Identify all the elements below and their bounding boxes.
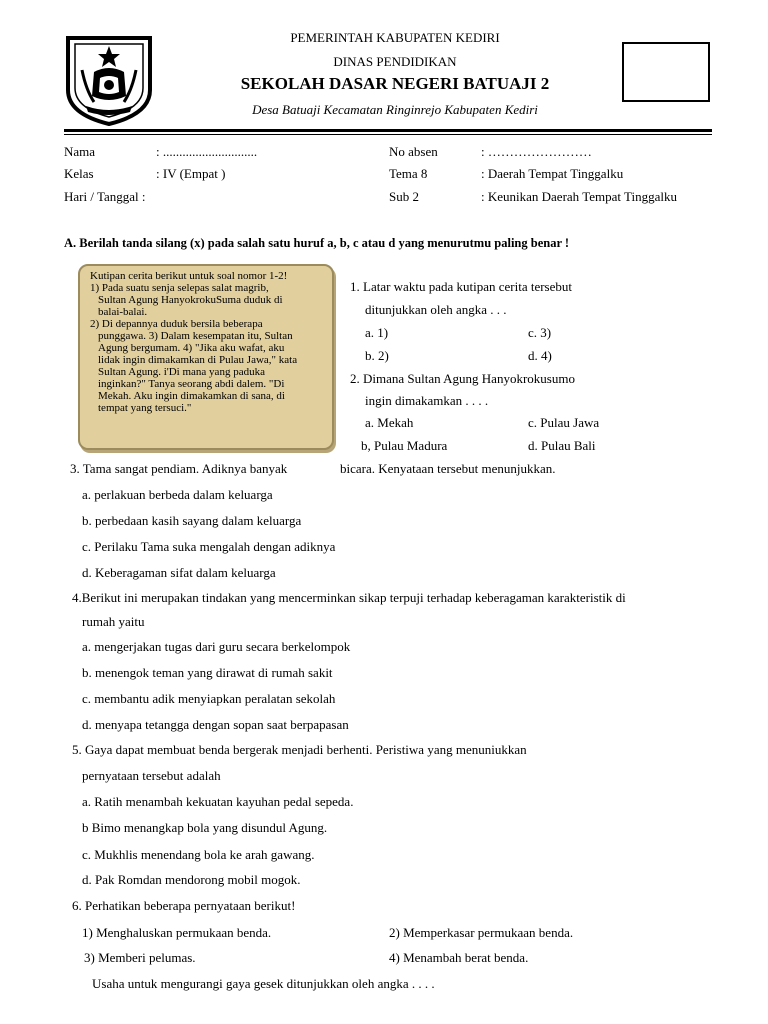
header-government: PEMERINTAH KABUPATEN KEDIRI — [290, 30, 500, 45]
sub-label: Sub 2 — [389, 189, 419, 204]
q1-option-c: c. 3) — [528, 325, 552, 340]
story-line: Mekah. Aku ingin dimakamkan di sana, di — [98, 390, 285, 402]
header-department: DINAS PENDIDIKAN — [333, 54, 457, 69]
q2-stem-cont: ingin dimakamkan . . . . — [365, 393, 489, 408]
q4-option-c: c. membantu adik menyiapkan peralatan sekolah — [82, 691, 336, 706]
q2-option-c: c. Pulau Jawa — [528, 415, 600, 430]
story-line: 2) Di depannya duduk bersila beberapa — [90, 318, 263, 330]
q5-option-a: a. Ratih menambah kekuatan kayuhan pedal sepeda. — [82, 794, 354, 809]
q6-statement-4: 4) Menambah berat benda. — [389, 950, 529, 965]
q2-option-b: b, Pulau Madura — [361, 438, 448, 453]
q1-option-d: d. 4) — [528, 348, 552, 363]
q1-stem: 1. Latar waktu pada kutipan cerita tersebut — [350, 279, 572, 294]
absen-label: No absen — [389, 144, 438, 159]
kelas-value: : IV (Empat ) — [156, 166, 226, 181]
story-line: Sultan Agung HanyokrokuSuma duduk di — [98, 294, 283, 306]
q4-option-b: b. menengok teman yang dirawat di rumah sakit — [82, 665, 333, 680]
q6-statement-3: 3) Memberi pelumas. — [84, 950, 196, 965]
story-line: balai-balai. — [98, 306, 148, 318]
story-excerpt-box — [78, 264, 334, 450]
section-instruction: A. Berilah tanda silang (x) pada salah satu huruf a, b, c atau d yang menurutmu paling benar ! — [64, 236, 570, 250]
q1-stem-cont: ditunjukkan oleh angka . . . — [365, 302, 507, 317]
story-line: Sultan Agung. i'Di mana yang paduka — [98, 366, 265, 378]
q5-stem: 5. Gaya dapat membuat benda bergerak menjadi berhenti. Peristiwa yang menuniukkan — [72, 742, 527, 757]
q3-option-a: a. perlakuan berbeda dalam keluarga — [82, 487, 273, 502]
header-rule-thick — [64, 129, 712, 132]
tema-value: : Daerah Tempat Tinggalku — [481, 166, 624, 181]
nama-field: : ............................. — [156, 144, 258, 159]
q1-option-a: a. 1) — [365, 325, 389, 340]
q6-question: Usaha untuk mengurangi gaya gesek ditunjukkan oleh angka . . . . — [92, 976, 435, 991]
q3-option-b: b. perbedaan kasih sayang dalam keluarga — [82, 513, 302, 528]
q6-statement-2: 2) Memperkasar permukaan benda. — [389, 925, 574, 940]
q5-stem-cont: pernyataan tersebut adalah — [82, 768, 221, 783]
score-box — [622, 42, 710, 102]
q4-stem: 4.Berikut ini merupakan tindakan yang mencerminkan sikap terpuji terhadap keberagaman karakteristik di — [72, 590, 626, 605]
tema-label: Tema 8 — [389, 166, 428, 181]
q6-statement-1: 1) Menghaluskan permukaan benda. — [82, 925, 272, 940]
q4-stem-cont: rumah yaitu — [82, 614, 145, 629]
q4-option-a: a. mengerjakan tugas dari guru secara berkelompok — [82, 639, 351, 654]
q3-stem: 3. Tama sangat pendiam. Adiknya banyak — [70, 461, 288, 476]
kediri-emblem-logo — [64, 30, 154, 126]
story-line: lidak ingin dimakamkan di Pulau Jawa," kata — [98, 354, 298, 366]
story-line: tempat yang tersuci." — [98, 402, 192, 414]
q5-option-b: b Bimo menangkap bola yang disundul Agung. — [82, 820, 328, 835]
nama-label: Nama — [64, 144, 96, 159]
q6-stem: 6. Perhatikan beberapa pernyataan berikut! — [72, 898, 296, 913]
q2-option-d: d. Pulau Bali — [528, 438, 596, 453]
q1-option-b: b. 2) — [365, 348, 389, 363]
q2-stem: 2. Dimana Sultan Agung Hanyokrokusumo — [350, 371, 575, 386]
q5-option-d: d. Pak Romdan mendorong mobil mogok. — [82, 872, 301, 887]
story-line: Agung bergumam. 4) "Jika aku wafat, aku — [98, 342, 285, 354]
story-line: 1) Pada suatu senja selepas salat magrib, — [90, 282, 269, 294]
story-line: inginkan?" Tanya seorang abdi dalem. "Di — [98, 378, 285, 390]
q4-option-d: d. menyapa tetangga dengan sopan saat berpapasan — [82, 717, 349, 732]
story-line: punggawa. 3) Dalam kesempatan itu, Sultan — [98, 330, 293, 342]
kelas-label: Kelas — [64, 166, 94, 181]
header-school-name: SEKOLAH DASAR NEGERI BATUAJI 2 — [240, 74, 550, 93]
hari-tanggal-label: Hari / Tanggal : — [64, 189, 146, 204]
q3-stem-cont: bicara. Kenyataan tersebut menunjukkan. — [340, 461, 556, 476]
q2-option-a: a. Mekah — [365, 415, 414, 430]
header-address: Desa Batuaji Kecamatan Ringinrejo Kabupaten Kediri — [252, 102, 538, 117]
story-line: Kutipan cerita berikut untuk soal nomor 1-2! — [90, 270, 288, 282]
q3-option-c: c. Perilaku Tama suka mengalah dengan adiknya — [82, 539, 336, 554]
header-rule-thin — [64, 134, 712, 135]
absen-field: : …………………… — [481, 144, 592, 159]
q3-option-d: d. Keberagaman sifat dalam keluarga — [82, 565, 276, 580]
sub-value: : Keunikan Daerah Tempat Tinggalku — [481, 189, 677, 204]
q5-option-c: c. Mukhlis menendang bola ke arah gawang. — [82, 847, 315, 862]
